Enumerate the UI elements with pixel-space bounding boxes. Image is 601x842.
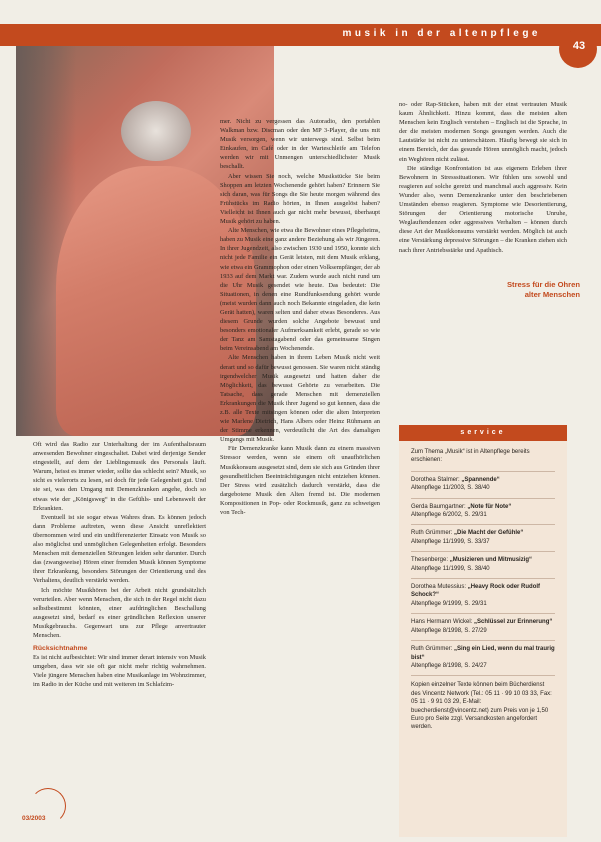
- entry-title: „Note für Note“: [467, 503, 512, 510]
- entry-title: „Schlüssel zur Erinnerung“: [474, 619, 553, 626]
- service-entry: [411, 498, 555, 525]
- entry-title: „Sing ein Lied, wenn du mal traurig bist“: [411, 646, 555, 661]
- service-footer: Kopien einzelner Texte können beim Bücherdienst des Vincentz Network (Tel.: 05 11 · 99 10 03 33, Fax: 05 11 · 9 91 03 29, E-Mail: buecherdienst@vincentz.net) zum Preis von je 1,50 Euro pro Seite zzgl. Versandkosten angefordert werden.: [411, 675, 555, 731]
- entry-title: „Musizieren und Mitmusizig“: [449, 557, 533, 564]
- service-entry: [411, 640, 555, 675]
- paragraph: Alte Menschen haben in ihrem Leben Musik nicht weit derart und so dafür bewusst genossen. Sie waren nicht ständig irgendwelcher Musik ausgesetzt und hatten daher die Möglichkeit, das bewusst Gehörte zu verarbeiten. Die Tatsache, dass gerade Menschen mit demenziellen Erkrankungen die Musik ihrer Jugend so gut kennen, dass die z.B. alle Texte mitsingen können oder die alten Interpreten wie Marlene Dietrich, Hans Albers oder Heinz Rühmann an der Stimme erkennen, verdeutlicht die Art des damaligen Umgangs mit Musik.: [220, 354, 380, 444]
- service-entry: [411, 524, 555, 551]
- paragraph: Die ständige Konfrontation ist aus eigenem Erleben ihrer Bewohnern in Stresssituationen. Wir fühlen uns sowohl und reagieren auf solche gereizt und manchmal auch aggressiv. Kein Wunder also, wenn Demenzkranke unter den beschriebenen Umständen ebenso reagieren. Symptome wie Desorientierung, Störungen der Orientierung motorische Unruhe, Weglauftendenzen oder aggressives Verhalten – können durch diese Art der Musikkonsums verstärkt werden. Möglich ist auch eine Verstärkung depressive Störungen – die Kranken ziehen sich nach ihrer Antriebsstärke und Apathisch.: [399, 164, 567, 254]
- entry-author: Gerda Baumgartner:: [411, 503, 466, 510]
- paragraph: Alte Menschen, wie etwa die Bewohner eines Pflegeheims, haben zu Musik eine ganz andere Beziehung als wir Jüngeren. In ihrer Jugendzeit, also zwischen 1930 und 1950, konnte sich nicht jede Familie ein Gerät leisten, mit dem Musik erklang, wie etwa ein Grammophon oder einen Volksempfänger, der ab 1933 auf dem Markt war. Zudem wurde auch nicht rund um die Uhr Musik gesendet wie heute. Das bedeutet: Die Situationen, in denen eine Rundfunksendung gehört wurde (meist wurden dann auch noch Bekannte eingeladen, die kein Gerät hatten), waren selten und daher etwas Besonderes. Aus diesem Grunde wurden solche Angebote bewusst und besonders emotionaler Aufmerksamkeit erlebt, gerade so wie der Tanz am Samstagabend oder das gemeinsame Singen beim Vereinsabend am Wochenende.: [220, 227, 380, 353]
- paragraph: Für Demenzkranke kann Musik dann zu einem massiven Stressor werden, wenn sie einem oft unaufhörlichen Musikkonsum ausgesetzt sind, dem sie sich aus Gründen ihrer gesundheitlichen Beeinträchtigungen nicht entziehen können. Der Stress wird zusätzlich dadurch verstärkt, dass die dargebotene Musik den Alten fremd ist. Die modernen Kompositionen in Pop- oder Rockmusik, ganz zu schweigen von Tech-: [220, 445, 380, 517]
- service-body: [399, 441, 567, 732]
- service-entry: [411, 551, 555, 578]
- paragraph: Aber wissen Sie noch, welche Musikstücke Sie beim Shoppen am letzten Wochenende gehört haben? Erinnern Sie sich daran, was für Songs die Sie heute morgen während des Frühstücks im Radio hörten, in Ihnen ausgelöst haben? Vielleicht ist Ihnen auch gar nicht mehr bewusst, überhaupt Musik gehört zu haben.: [220, 172, 380, 226]
- entry-author: Dorothea Mutessius:: [411, 584, 467, 591]
- paragraph: Oft wird das Radio zur Unterhaltung der im Aufenthaltsraum anwesenden Bewohner eingeschaltet. Dabei wird derjenige Sender eingestellt, auf dem der Lieblingsmusik des Personals läuft. Warum, heisst es immer wieder, sollte das schlecht sein? Musik, so sicht es vielerorts zu lesen, sei doch für jede Gelegenheit gut. Und sie sei, was den Umgang mit Demenzkranken angehe, doch so etwas wie der „Königsweg“ in die Gefühls- und Lebenswelt der Erkrankten.: [33, 441, 206, 512]
- text-column-3: [399, 100, 567, 255]
- entry-source: Altenpflege 11/2003, S. 38/40: [411, 485, 490, 492]
- entry-source: Altenpflege 11/1999, S. 33/37: [411, 538, 490, 545]
- page-number: 43: [572, 40, 586, 52]
- entry-title: „Die Macht der Gefühle“: [454, 530, 524, 537]
- entry-title: „Spannende“: [461, 476, 500, 483]
- entry-author: Thesenberge:: [411, 557, 449, 564]
- section-subhead: Rücksichtnahme: [33, 645, 88, 653]
- service-entry: [411, 578, 555, 613]
- paragraph: mer. Nicht zu vergessen das Autoradio, den portablen Walkman bzw. Discman oder den MP 3-Player, die uns mit Musik versorgen, wenn wir unterwegs sind. Selbst beim Einkaufen, im Café oder in der Warteschleife am Telefon werden wir mit Unmengen unterschiedlichster Musik beschallt.: [220, 118, 380, 171]
- text-column-2: [220, 117, 380, 517]
- paragraph: Ich möchte Musikhören bei der Arbeit nicht grundsätzlich verurteilen. Aber wenn Menschen, die sich in der Regel nicht dazu selbstbestimmt könnten, einer aufdringlichen Beschallung ausgesetzt sind, bedarf es einer gründlichen Reflexion unserer Musikgebrauchs. Gegenwart uns zur Pflege anvertrauter Menschen.: [33, 586, 206, 639]
- paragraph: Es ist nicht aufbesichtet: Wir sind immer derart intensiv von Musik umgeben, dass wir sie oft gar nicht mehr richtig wahrnehmen. Viele jüngere Menschen haben eine Musikanlage im Wohnzimmer, im Radio in der Küche und mit weiteren im Schlafzim-: [33, 654, 206, 689]
- photo-hair: [121, 101, 191, 161]
- pull-quote: Stress für die Ohren alter Menschen: [506, 280, 580, 299]
- entry-author: Ruth Grümmer:: [411, 530, 453, 537]
- entry-source: Altenpflege 6/2002, S. 29/31: [411, 512, 487, 519]
- entry-source: Altenpflege 11/1999, S. 38/40: [411, 565, 490, 572]
- service-entry: [411, 613, 555, 640]
- service-intro: Zum Thema „Musik“ ist in Altenpflege bereits erschienen:: [411, 449, 530, 464]
- entry-source: Altenpflege 8/1998, S. 24/27: [411, 662, 487, 669]
- entry-source: Altenpflege 8/1998, S. 27/29: [411, 627, 487, 634]
- paragraph: no- oder Rap-Stücken, haben mit der einst vertrauten Musik kaum Ähnlichkeit. Hinzu kommt, dass die meisten alten Menschen kein Englisch verstehen – Englisch ist die Sprache, in der die meisten modernen Songs gesungen werden. Auch die Lautstärke ist nicht zu unterschätzen. Häufig bewegt sie sich in einem Bereich, der das gesunde Hören unmöglich macht, jedoch ein Weghören nicht zulässt.: [399, 101, 567, 163]
- entry-author: Ruth Grümmer:: [411, 646, 453, 653]
- service-entry: [411, 471, 555, 498]
- entry-author: Dorothea Stalmer:: [411, 476, 460, 483]
- service-heading: service: [399, 425, 567, 441]
- paragraph: Eventuell ist sie sogar etwas Wahres dran. Es können jedoch dann Probleme auftreten, wenn diese Ansicht unreflektiert übernommen wird und ein undifferenzierter Einsatz von Musik so also möglichst und unmöglichen Gelegenheiten erfolgt. Besonders Menschen mit demenziellen Störungen leiden sehr darunter. Durch das (zwangsweise) Hören einer fremden Musik können Symptome ihrer Erkrankung, besonders Störungen der Orientierung und des Verhaltens, deutlich verstärkt werden.: [33, 513, 206, 585]
- entry-author: Hans Hermann Wickel:: [411, 619, 473, 626]
- entry-source: Altenpflege 9/1999, S. 29/31: [411, 600, 487, 607]
- page-header-title: musik in der altenpflege: [342, 28, 541, 39]
- entry-title: „Heavy Rock oder Rudolf Schock?“: [411, 584, 541, 599]
- logo-issue-text: 03/2003: [22, 815, 46, 822]
- service-box: [399, 425, 567, 837]
- text-column-1: [33, 440, 206, 690]
- altenpflege-circle-logo: [22, 788, 62, 828]
